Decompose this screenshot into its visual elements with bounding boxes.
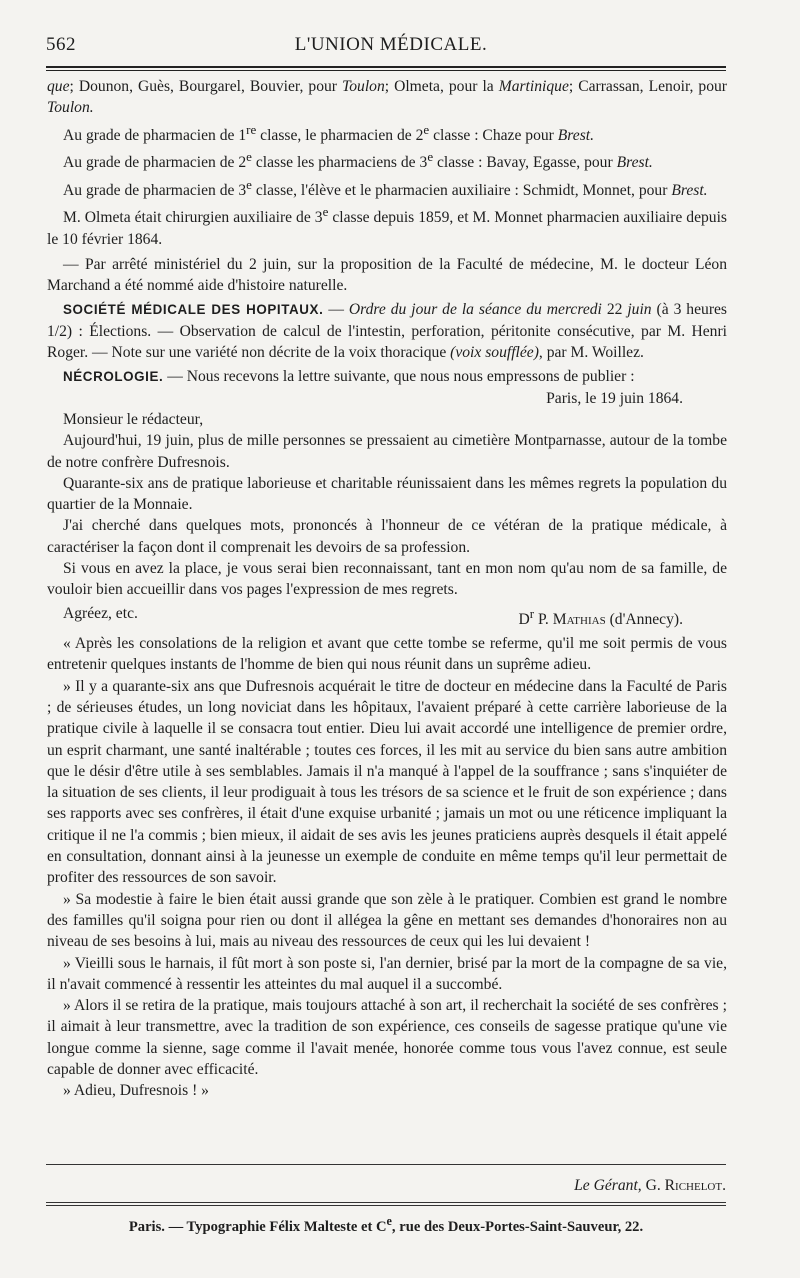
header-rule	[46, 66, 726, 71]
text-run: —	[323, 301, 349, 319]
promotion-pharmacien-1re	[47, 119, 727, 146]
text-run: Paris. — Typographie Félix Malteste et C	[128, 1218, 387, 1235]
speech-paragraph: » Alors il se retira de la pratique, mais toujours attaché à son art, il recherchait la société de ses confrères ; il aimait à leur transmettre, avec la tradition de son expérience, ces conseils de sagesse pratique qu'une vie longue comme la sienne, sage comme il l'avait menée, honorée comme tous vous l'avez connue, est seule capable de donner avec efficacité.	[47, 997, 727, 1078]
text-run: classe : Bavay, Egasse, pour	[433, 154, 617, 172]
text-run: D	[518, 610, 530, 628]
running-head	[46, 34, 736, 60]
article-body	[47, 76, 727, 1102]
italic-text: Le Gérant	[574, 1177, 638, 1194]
text-run: Au grade de pharmacien de 1	[63, 126, 247, 144]
letter-paragraph: Quarante-six ans de pratique laborieuse et charitable réunissaient dans les mêmes regrets la population du quartier de la Monnaie.	[47, 474, 727, 514]
text-run: (à 3 heures 1/2) : Élections. — Observation de calcul de l'intestin, perforation, péritonite consécutive, par M. Henri Roger. — Note sur une variété non décrite de la voix thoracique	[47, 301, 727, 362]
text-run: classe les pharmaciens de 3	[251, 154, 428, 172]
italic-text: Ordre du jour de la séance du mercredi	[348, 301, 602, 319]
footer-double-rule	[46, 1202, 726, 1206]
italic-text: Toulon.	[47, 99, 94, 117]
text-run: ; Carrassan, Lenoir, pour	[568, 78, 727, 95]
text-run: Au grade de pharmacien de 3	[63, 181, 247, 199]
speech-paragraph: » Vieilli sous le harnais, il fût mort à son poste si, l'an dernier, brisé par la mort de la compagne de sa vie, il n'avait commencé à ressentir les atteintes du mal auquel il a succombé.	[47, 954, 727, 993]
text-run: 22	[601, 301, 628, 319]
superscript: e	[427, 149, 434, 165]
manager-signature	[46, 1177, 726, 1195]
text-run: classe, le pharmacien de 2	[256, 126, 424, 144]
speech-paragraph: « Après les consolations de la religion et avant que cette tombe se referme, qu'il me soit permis de vous entretenir quelques instants de l'homme de bien qui nous réunit dans un suprême adieu.	[47, 635, 727, 674]
italic-text: juin	[627, 301, 652, 319]
superscript: e	[246, 176, 252, 192]
letter-place-date: Paris, le 19 juin 1864.	[546, 389, 683, 407]
text-run: classe : Chaze pour	[429, 126, 558, 144]
speech-paragraph: » Il y a quarante-six ans que Dufresnois acquérait le titre de docteur en médecine dans la Faculté de Paris ; de sérieuses études, un long noviciat dans les hôpitaux, l'avaient préparé à cette carrière laborieuse de la pratique civile à laquelle il se consacra tout entier. Dieu lui avait accordé une intelligence de premier ordre, un esprit charmant, une santé inaltérable ; toutes ces forces, il les mit au service du bien sans autre ambition que le désir d'être utile à ses semblables. Jamais il n'a manqué à l'appel de la souffrance ; sans s'inquiéter de la situation de ses clients, il leur prodiguait à tous les trésors de sa science et le fruit de son expérience ; dans ses rapports avec ses confrères, il était d'une exquise urbanité ; jamais un mot ou une réticence impliquant la critique il ne l'a commis ; bien mieux, il aidait de ses avis les jeunes praticiens auprès desquels il était appelé en consultation, donnant ainsi à la jeunesse un exemple de conduite en même temps qu'il leur permettait de profiter des ressources de son savoir.	[47, 677, 727, 887]
letter-paragraph: J'ai cherché dans quelques mots, prononcés à l'honneur de ce vétéran de la pratique médicale, à caractériser la façon dont il comprenait les devoirs de sa profession.	[47, 517, 727, 556]
superscript: r	[529, 605, 535, 621]
letter-salutation: Monsieur le rédacteur,	[63, 410, 204, 428]
promotion-pharmacien-3e	[47, 174, 727, 201]
italic-text: Brest.	[671, 181, 708, 199]
text-run: Au grade de pharmacien de 2	[63, 154, 247, 172]
superscript: e	[246, 149, 252, 165]
promotion-note	[47, 201, 727, 250]
italic-text: Martinique	[498, 78, 569, 95]
italic-text: Brest.	[616, 154, 653, 172]
printer-imprint	[46, 1214, 726, 1236]
italic-text: Toulon	[341, 78, 385, 95]
page-number: 562	[46, 34, 76, 55]
text-run: — Nous recevons la lettre suivante, que nous nous empressons de publier :	[163, 368, 635, 386]
text-run: classe depuis 1859, et M. Monnet pharmacien auxiliaire depuis le 10 février 1864.	[47, 209, 728, 248]
societe-paragraph	[47, 299, 727, 363]
speech-paragraph: » Sa modestie à faire le bien était aussi grande que son zèle à le pratiquer. Combien est grand le nombre des familles qu'il soigna pour rien ou dont il allégea la gêne en mettant ses demandes d'honoraires non au niveau de ses besoins à lui, mais au niveau des ressources de ceux qui les lui devaient !	[47, 890, 727, 951]
text-run: M. Olmeta était chirurgien auxiliaire de 3	[63, 209, 323, 227]
section-title-necrologie: NÉCROLOGIE.	[63, 369, 164, 385]
text-run: classe, l'élève et le pharmacien auxiliaire : Schmidt, Monnet, pour	[251, 181, 672, 199]
footer-rule	[46, 1164, 726, 1165]
necrologie-paragraph	[47, 366, 727, 387]
superscript: e	[423, 121, 430, 137]
text-run: , rue des Deux-Portes-Saint-Sauveur, 22.	[391, 1218, 644, 1235]
italic-text: Brest.	[557, 126, 595, 144]
promotion-list-continued	[47, 76, 727, 119]
speech-paragraph: » Adieu, Dufresnois ! »	[63, 1082, 209, 1100]
italic-text: (voix soufflée)	[450, 344, 539, 362]
manager-name: , G. Richelot.	[637, 1177, 726, 1194]
superscript: e	[322, 204, 329, 220]
letter-paragraph: Aujourd'hui, 19 juin, plus de mille personnes se pressaient au cimetière Montparnasse, autour de la tombe de notre confrère Dufresnois.	[47, 432, 727, 471]
letter-closing: Agréez, etc.	[63, 604, 138, 622]
section-title-societe: SOCIÉTÉ MÉDICALE DES HOPITAUX.	[63, 302, 324, 318]
promotion-pharmacien-2e	[47, 146, 727, 173]
letter-signature-line	[47, 603, 727, 630]
arrete-paragraph: — Par arrêté ministériel du 2 juin, sur la proposition de la Faculté de médecine, M. le docteur Léon Marchand a été nommé aide d'histoire naturelle.	[47, 255, 727, 295]
superscript: e	[386, 1214, 392, 1228]
signer-name: P. Mathias	[534, 610, 606, 628]
letter-signer	[518, 603, 683, 630]
text-run: ; Olmeta, pour la	[384, 78, 499, 95]
text-run: ; Dounon, Guès, Bourgarel, Bouvier, pour	[69, 78, 342, 95]
superscript: re	[246, 121, 257, 137]
italic-text: que	[47, 78, 70, 95]
journal-title: L'UNION MÉDICALE.	[294, 34, 488, 55]
text-run: (d'Annecy).	[605, 610, 683, 628]
text-run: , par M. Woillez.	[538, 344, 644, 362]
letter-paragraph: Si vous en avez la place, je vous serai bien reconnaissant, tant en mon nom qu'au nom de sa famille, de vouloir bien accueillir dans vos pages l'expression de mes regrets.	[47, 559, 727, 599]
